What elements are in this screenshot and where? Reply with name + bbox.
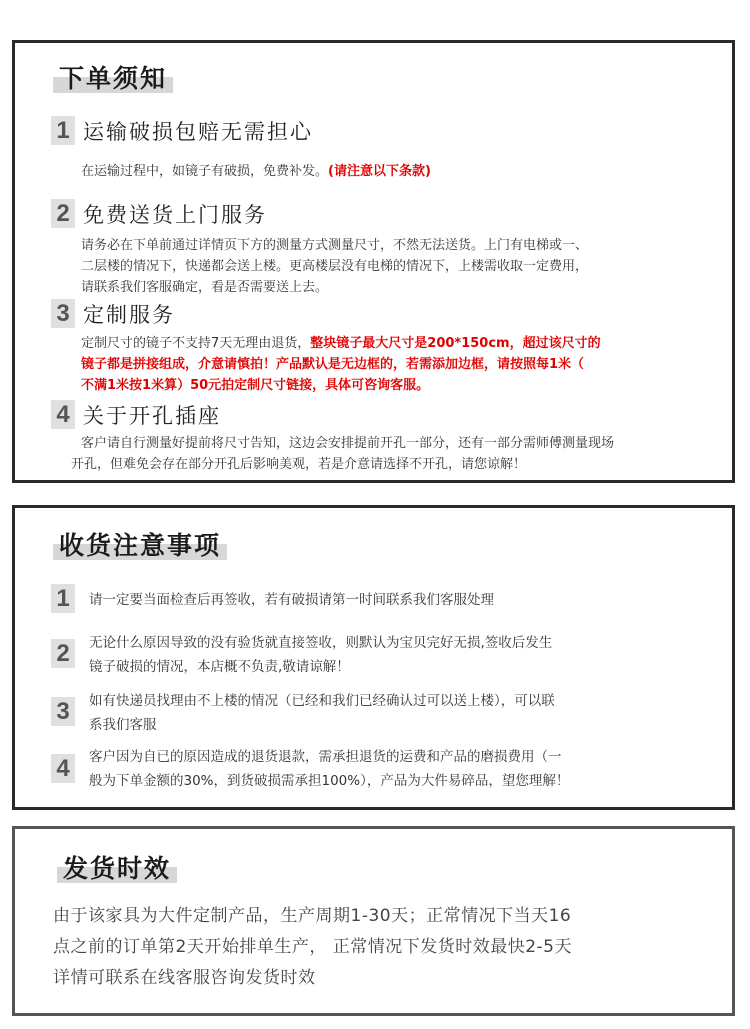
section-text-highlight: 不满1米按1米算）50元拍定制尺寸链接，具体可咨询客服。 [81, 378, 430, 393]
order-notice-panel [12, 40, 735, 483]
section-text-highlight: (请注意以下条款) [328, 164, 431, 179]
receipt-item-text [89, 631, 719, 679]
section-text [81, 235, 731, 298]
receipt-item-text [89, 588, 719, 612]
section-number: 2 [51, 199, 75, 228]
text-line: 无论什么原因导致的没有验货就直接签收，则默认为宝贝完好无损,签收后发生 [89, 635, 553, 651]
shipping-time-title: 发货时效 [63, 854, 172, 883]
shipping-time-text [53, 901, 693, 994]
item-number: 4 [51, 754, 75, 783]
section-number: 3 [51, 299, 75, 328]
section-text-highlight: 整块镜子最大尺寸是200*150cm，超过该尺寸的 [310, 336, 601, 351]
section-heading: 运输破损包赔无需担心 [83, 120, 313, 144]
text-line: 请联系我们客服确定，看是否需要送上去。 [81, 280, 329, 295]
item-number: 1 [51, 584, 75, 613]
text-line: 系我们客服 [89, 717, 157, 733]
section-text [71, 433, 731, 475]
section-text-normal: 在运输过程中，如镜子有破损，免费补发。 [81, 164, 329, 179]
receipt-notice-title: 收货注意事项 [59, 531, 222, 560]
receipt-item-text [89, 745, 729, 793]
section-heading: 定制服务 [83, 303, 175, 327]
text-line: 点之前的订单第2天开始排单生产， 正常情况下发货时效最快2-5天 [53, 937, 572, 957]
section-heading: 免费送货上门服务 [83, 203, 267, 227]
text-line: 由于该家具为大件定制产品，生产周期1-30天；正常情况下当天16 [53, 906, 572, 926]
text-line: 如有快递员找理由不上楼的情况（已经和我们已经确认过可以送上楼），可以联 [89, 693, 555, 709]
section-heading: 关于开孔插座 [83, 404, 221, 428]
text-line: 详情可联系在线客服咨询发货时效 [53, 968, 316, 988]
text-line: 般为下单金额的30%，到货破损需承担100%），产品为大件易碎品，望您理解！ [89, 773, 570, 789]
text-line: 二层楼的情况下，快递都会送上楼。更高楼层没有电梯的情况下，上楼需收取一定费用， [81, 259, 589, 274]
shipping-time-title-block [63, 849, 171, 885]
section-text [81, 333, 731, 396]
item-number: 2 [51, 639, 75, 668]
order-notice-title-block [59, 59, 167, 95]
order-notice-title: 下单须知 [59, 64, 168, 93]
receipt-notice-panel [12, 505, 735, 810]
receipt-notice-title-block [59, 526, 221, 562]
section-text-highlight: 镜子都是拼接组成，介意请慎拍！产品默认是无边框的，若需添加边框，请按照每1米（ [81, 357, 585, 372]
receipt-item-text [89, 689, 729, 737]
section-number: 4 [51, 400, 75, 429]
section-number: 1 [51, 116, 75, 145]
text-line: 请一定要当面检查后再签收，若有破损请第一时间联系我们客服处理 [89, 592, 494, 608]
text-line: 镜子破损的情况，本店概不负责,敬请谅解！ [89, 659, 350, 675]
text-line: 客户请自行测量好提前将尺寸告知，这边会安排提前开孔一部分，还有一部分需师傅测量现场 [81, 436, 615, 451]
text-line: 客户因为自已的原因造成的退货退款，需承担退货的运费和产品的磨损费用（一 [89, 749, 562, 765]
item-number: 3 [51, 697, 75, 726]
section-text-normal: 定制尺寸的镜子不支持7天无理由退货， [81, 336, 311, 351]
text-line: 开孔，但难免会存在部分开孔后影响美观，若是介意请选择不开孔，请您谅解！ [71, 457, 527, 472]
shipping-time-panel [12, 826, 735, 1016]
text-line: 请务必在下单前通过详情页下方的测量方式测量尺寸，不然无法送货。上门有电梯或一、 [81, 238, 589, 253]
section-text [81, 161, 721, 182]
text-line [81, 333, 731, 354]
